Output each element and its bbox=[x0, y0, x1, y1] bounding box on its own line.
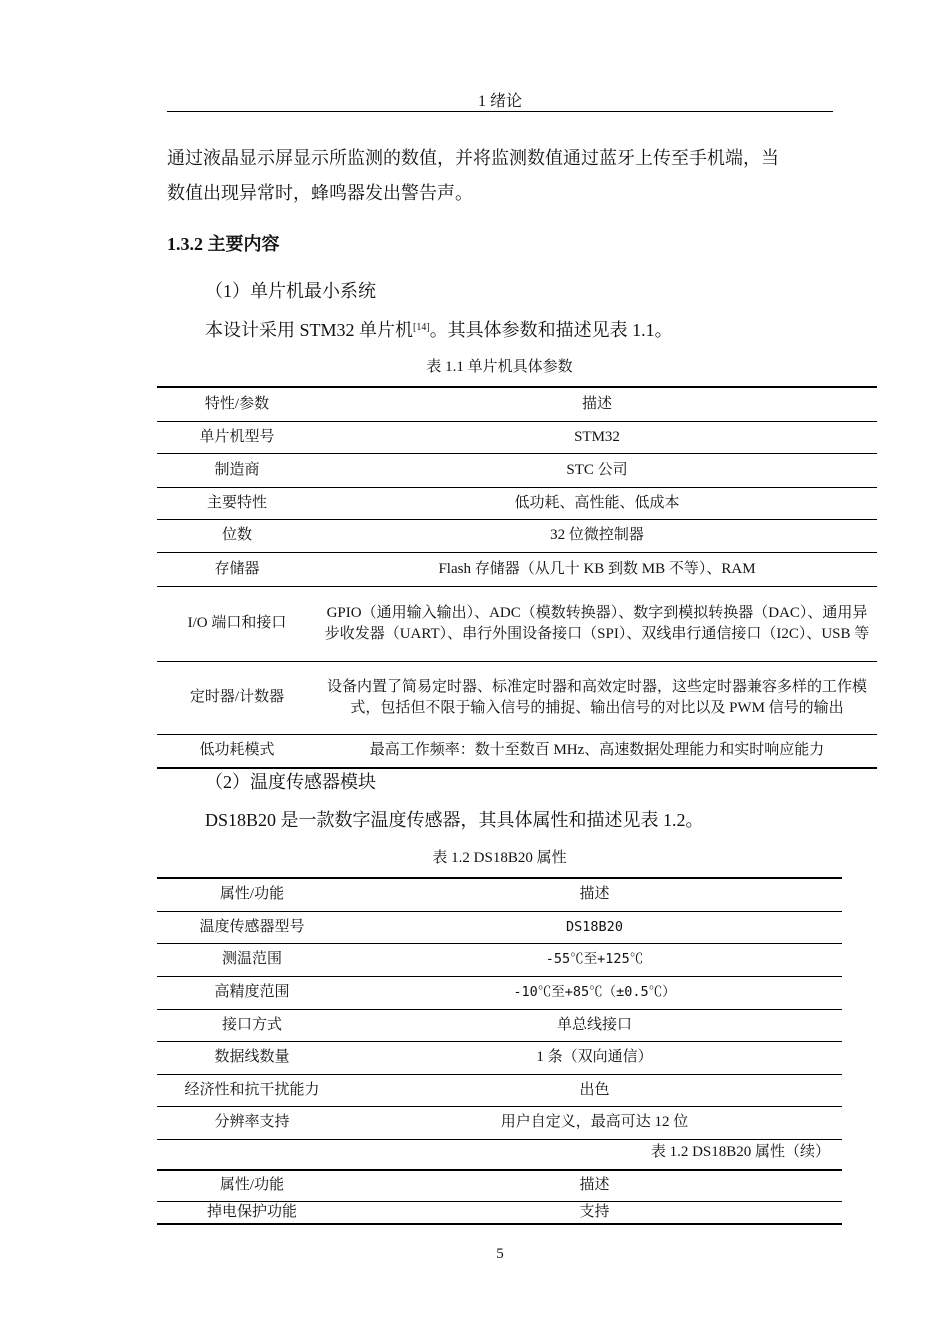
table-cell: 高精度范围 bbox=[157, 976, 347, 1009]
table-cell: 用户自定义，最高可达 12 位 bbox=[347, 1106, 842, 1139]
table-cell: 32 位微控制器 bbox=[317, 519, 877, 552]
table-cell: 存储器 bbox=[157, 552, 317, 586]
intro-line-1: 通过液晶显示屏显示所监测的数值，并将监测数值通过蓝牙上传至手机端，当 bbox=[167, 148, 779, 168]
table-row bbox=[157, 1009, 842, 1041]
table-cell: 单片机型号 bbox=[157, 421, 317, 453]
table-row bbox=[157, 586, 877, 661]
section-heading: 1.3.2 主要内容 bbox=[167, 234, 280, 254]
table-cell: 低功耗、高性能、低成本 bbox=[317, 487, 877, 519]
table-cell: Flash 存储器（从几十 KB 到数 MB 不等）、RAM bbox=[317, 552, 877, 586]
table-header-row bbox=[157, 1170, 842, 1201]
table-cell: 支持 bbox=[347, 1201, 842, 1224]
table-row bbox=[157, 1106, 842, 1139]
table-row bbox=[157, 453, 877, 487]
table-row bbox=[157, 1201, 842, 1224]
table-header-cell: 属性/功能 bbox=[157, 878, 347, 911]
item1-text-after: 。其具体参数和描述见表 1.1。 bbox=[429, 320, 673, 340]
table-cell: STC 公司 bbox=[317, 453, 877, 487]
table-row bbox=[157, 552, 877, 586]
table-cell: 制造商 bbox=[157, 453, 317, 487]
table-cell: 低功耗模式 bbox=[157, 734, 317, 768]
table-row bbox=[157, 976, 842, 1009]
table-cell: 位数 bbox=[157, 519, 317, 552]
page-number: 5 bbox=[496, 1246, 504, 1262]
running-header: 1 绪论 bbox=[477, 93, 522, 110]
table-cell: 接口方式 bbox=[157, 1009, 347, 1041]
table1-caption: 表 1.1 单片机具体参数 bbox=[426, 359, 573, 375]
table-cell: 分辨率支持 bbox=[157, 1106, 347, 1139]
table-row bbox=[157, 734, 877, 768]
citation: [14] bbox=[413, 322, 430, 333]
table-row bbox=[157, 487, 877, 519]
table-header-cell: 属性/功能 bbox=[157, 1170, 347, 1201]
table-row bbox=[157, 421, 877, 453]
table-cell: 掉电保护功能 bbox=[157, 1201, 347, 1224]
table-cell: 单总线接口 bbox=[347, 1009, 842, 1041]
intro-line-2: 数值出现异常时，蜂鸣器发出警告声。 bbox=[167, 183, 473, 203]
header-rule bbox=[167, 111, 833, 112]
table-cell: GPIO（通用输入输出）、ADC（模数转换器）、数字到模拟转换器（DAC）、通用异步收发器（UART）、串行外围设备接口（SPI）、双线串行通信接口（I2C）、USB 等 bbox=[317, 586, 877, 661]
item1-text-before: 本设计采用 STM32 单片机 bbox=[205, 320, 414, 340]
table-row bbox=[157, 519, 877, 552]
table-row bbox=[157, 661, 877, 734]
table-cell: 定时器/计数器 bbox=[157, 661, 317, 734]
table-cell: 设备内置了简易定时器、标准定时器和高效定时器，这些定时器兼容多样的工作模式，包括但不限于输入信号的捕捉、输出信号的对比以及 PWM 信号的输出 bbox=[317, 661, 877, 734]
table2-continued-caption: 表 1.2 DS18B20 属性（续） bbox=[650, 1144, 830, 1160]
table-1 bbox=[157, 386, 877, 769]
table-row bbox=[157, 1041, 842, 1074]
table-header-cell: 特性/参数 bbox=[157, 387, 317, 421]
table-cell: -55℃至+125℃ bbox=[347, 943, 842, 976]
table-cell: DS18B20 bbox=[347, 911, 842, 943]
item2-title: （2）温度传感器模块 bbox=[205, 772, 376, 792]
table-2 bbox=[157, 877, 842, 1140]
table-cell: -10℃至+85℃（±0.5℃） bbox=[347, 976, 842, 1009]
table-cell: 测温范围 bbox=[157, 943, 347, 976]
table-header-row bbox=[157, 387, 877, 421]
table-row bbox=[157, 1074, 842, 1106]
table2-caption: 表 1.2 DS18B20 属性 bbox=[432, 850, 567, 866]
table-cell: 数据线数量 bbox=[157, 1041, 347, 1074]
table-cell: 温度传感器型号 bbox=[157, 911, 347, 943]
table-cell: 出色 bbox=[347, 1074, 842, 1106]
table-cell: 最高工作频率：数十至数百 MHz、高速数据处理能力和实时响应能力 bbox=[317, 734, 877, 768]
table-cell: 1 条（双向通信） bbox=[347, 1041, 842, 1074]
table-cell: STM32 bbox=[317, 421, 877, 453]
item1-paragraph bbox=[205, 311, 673, 347]
table-cell: 经济性和抗干扰能力 bbox=[157, 1074, 347, 1106]
table-header-cell: 描述 bbox=[347, 878, 842, 911]
table-cell: I/O 端口和接口 bbox=[157, 586, 317, 661]
table-header-cell: 描述 bbox=[347, 1170, 842, 1201]
table-row bbox=[157, 911, 842, 943]
item2-paragraph: DS18B20 是一款数字温度传感器，其具体属性和描述见表 1.2。 bbox=[205, 810, 704, 830]
table-header-cell: 描述 bbox=[317, 387, 877, 421]
item1-title: （1）单片机最小系统 bbox=[205, 281, 376, 301]
table-header-row bbox=[157, 878, 842, 911]
table-2-continued bbox=[157, 1169, 842, 1225]
table-cell: 主要特性 bbox=[157, 487, 317, 519]
table-row bbox=[157, 943, 842, 976]
